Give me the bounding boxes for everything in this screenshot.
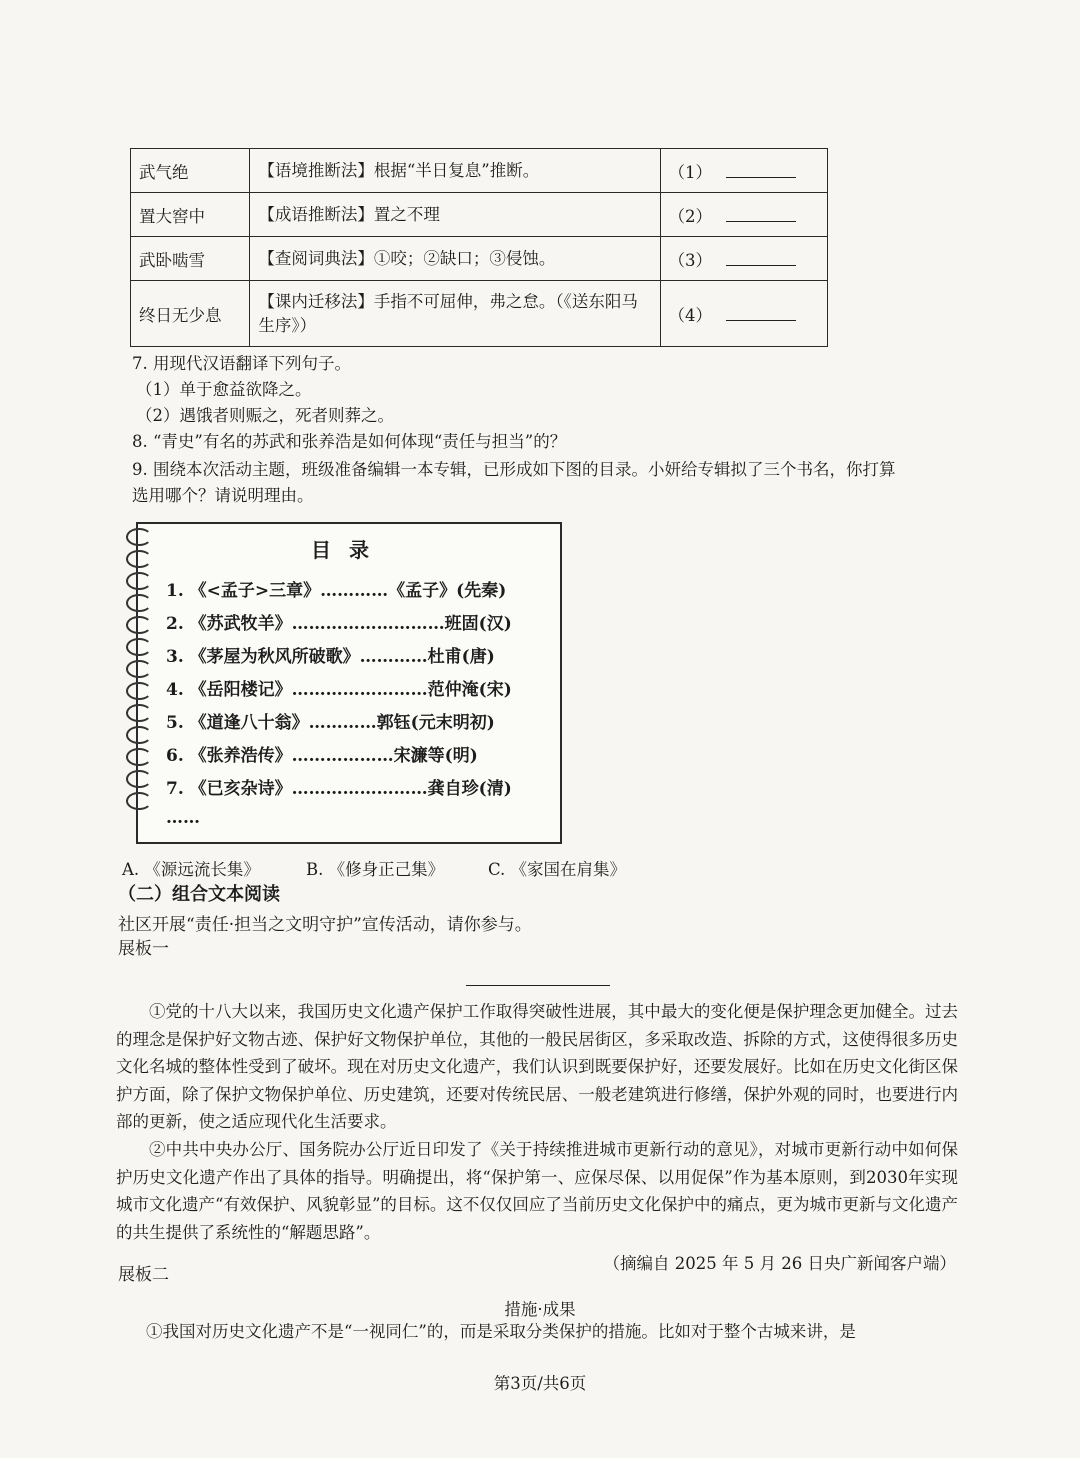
ring-binder-icon [126, 594, 152, 612]
section-intro: 社区开展“责任·担当之文明守护”宣传活动，请你参与。 [118, 915, 532, 935]
question-7-1: （1）单于愈益欲降之。 [136, 380, 312, 399]
paragraph-text: ①我国对历史文化遗产不是“一视同仁”的，而是采取分类保护的措施。比如对于整个古城来讲，是 [146, 1322, 856, 1341]
question-7-2: （2）遇饿者则赈之，死者则葬之。 [136, 406, 394, 425]
toc-item: 7. 《已亥杂诗》……………………龚自珍(清) [166, 779, 512, 799]
paragraph-text: ①党的十八大以来，我国历史文化遗产保护工作取得突破性进展，其中最大的变化便是保护理念更加健全。过去的理念是保护好文物古迹、保护好文物保护单位，其他的一般民居街区，多采取改造、拆除的方式，这使得很多历史文化名城的整体性受到了破坏。现在对历史文化遗产，我们认识到既要保护好，还要发展好。比如在历史文化街区保护方面，除了保护文物保护单位、历史建筑，还要对传统民居、一般老建筑进行修缮，保护外观的同时，也要进行内部的更新，使之适应现代化生活要求。 [116, 1002, 958, 1132]
method-cell: 【语境推断法】根据“半日复息”推断。 [250, 149, 660, 193]
answer-blank[interactable] [726, 207, 796, 222]
answer-cell [660, 149, 828, 193]
toc-item: 2. 《苏武牧羊》………………………班固(汉) [166, 614, 512, 634]
ring-binder-icon [126, 770, 152, 788]
toc-item: 5. 《道逢八十翁》…………郭钰(元末明初) [166, 713, 495, 733]
toc-title: 目录 [311, 538, 387, 562]
table-row [131, 281, 828, 347]
ring-binder-icon [126, 748, 152, 766]
answer-number: （1） [668, 162, 712, 182]
title-blank-line[interactable] [466, 985, 610, 986]
option-a[interactable]: A. 《源远流长集》 [122, 860, 260, 879]
table-row [131, 149, 828, 193]
answer-cell [660, 193, 828, 237]
toc-ellipsis: …… [166, 808, 200, 828]
answer-blank[interactable] [726, 306, 796, 321]
option-c[interactable]: C. 《家国在肩集》 [488, 860, 627, 879]
table-row [131, 193, 828, 237]
ring-binder-icon [126, 572, 152, 590]
ring-binder-icon [126, 704, 152, 722]
answer-cell [660, 237, 828, 281]
paragraph-text: ②中共中央办公厅、国务院办公厅近日印发了《关于持续推进城市更新行动的意见》，对城市更新行动中如何保护历史文化遗产作出了具体的指导。明确提出，将“保护第一、应保尽保、以用促保”作为基本原则，到2030年实现城市文化遗产“有效保护、风貌彰显”的目标。这不仅仅回应了当前历史文化保护中的痛点，更为城市更新与文化遗产的共生提供了系统性的“解题思路”。 [116, 1140, 958, 1242]
notebook-toc [136, 522, 562, 844]
word-cell: 终日无少息 [131, 281, 250, 347]
table-row [131, 237, 828, 281]
question-7: 7. 用现代汉语翻译下列句子。 [132, 354, 351, 373]
answer-blank[interactable] [726, 251, 796, 266]
question-9-line2: 选用哪个？请说明理由。 [132, 486, 314, 505]
section-heading: （二）组合文本阅读 [118, 884, 280, 905]
panel1-paragraph-1 [116, 998, 958, 1136]
page-footer: 第3页/共6页 [493, 1374, 587, 1393]
method-cell: 【成语推断法】置之不理 [250, 193, 660, 237]
ring-binder-icon [126, 660, 152, 678]
panel2-label: 展板二 [118, 1265, 169, 1285]
question-8: 8. “青史”有名的苏武和张养浩是如何体现“责任与担当”的？ [132, 432, 567, 451]
answer-cell [660, 281, 828, 347]
toc-item: 4. 《岳阳楼记》……………………范仲淹(宋) [166, 680, 512, 700]
method-cell: 【课内迁移法】手指不可屈伸，弗之怠。（《送东阳马生序》） [250, 281, 660, 347]
panel2-title: 措施·成果 [504, 1300, 576, 1319]
ring-binder-icon [126, 726, 152, 744]
answer-blank[interactable] [726, 163, 796, 178]
option-b[interactable]: B. 《修身正己集》 [306, 860, 445, 879]
answer-number: （2） [668, 206, 712, 226]
vocab-table [130, 148, 828, 347]
answer-number: （3） [668, 250, 712, 270]
source-note: （摘编自 2025 年 5 月 26 日央广新闻客户端） [603, 1254, 956, 1273]
panel2-paragraph-1 [146, 1318, 958, 1346]
ring-binder-icon [126, 792, 152, 810]
ring-binder-icon [126, 638, 152, 656]
word-cell: 武卧啮雪 [131, 237, 250, 281]
word-cell: 置大窖中 [131, 193, 250, 237]
toc-item: 6. 《张养浩传》………………宋濂等(明) [166, 746, 478, 766]
toc-item: 1. 《<孟子>三章》…………《孟子》(先秦) [166, 581, 507, 601]
question-9-line1: 9. 围绕本次活动主题，班级准备编辑一本专辑，已形成如下图的目录。小妍给专辑拟了三个书名，你打算 [132, 460, 896, 479]
panel1-label: 展板一 [118, 939, 169, 959]
ring-binder-icon [126, 682, 152, 700]
method-cell: 【查阅词典法】①咬；②缺口；③侵蚀。 [250, 237, 660, 281]
answer-number: （4） [668, 305, 712, 325]
ring-binder-icon [126, 616, 152, 634]
word-cell: 武气绝 [131, 149, 250, 193]
panel1-paragraph-2 [116, 1136, 958, 1246]
toc-item: 3. 《茅屋为秋风所破歌》…………杜甫(唐) [166, 647, 495, 667]
